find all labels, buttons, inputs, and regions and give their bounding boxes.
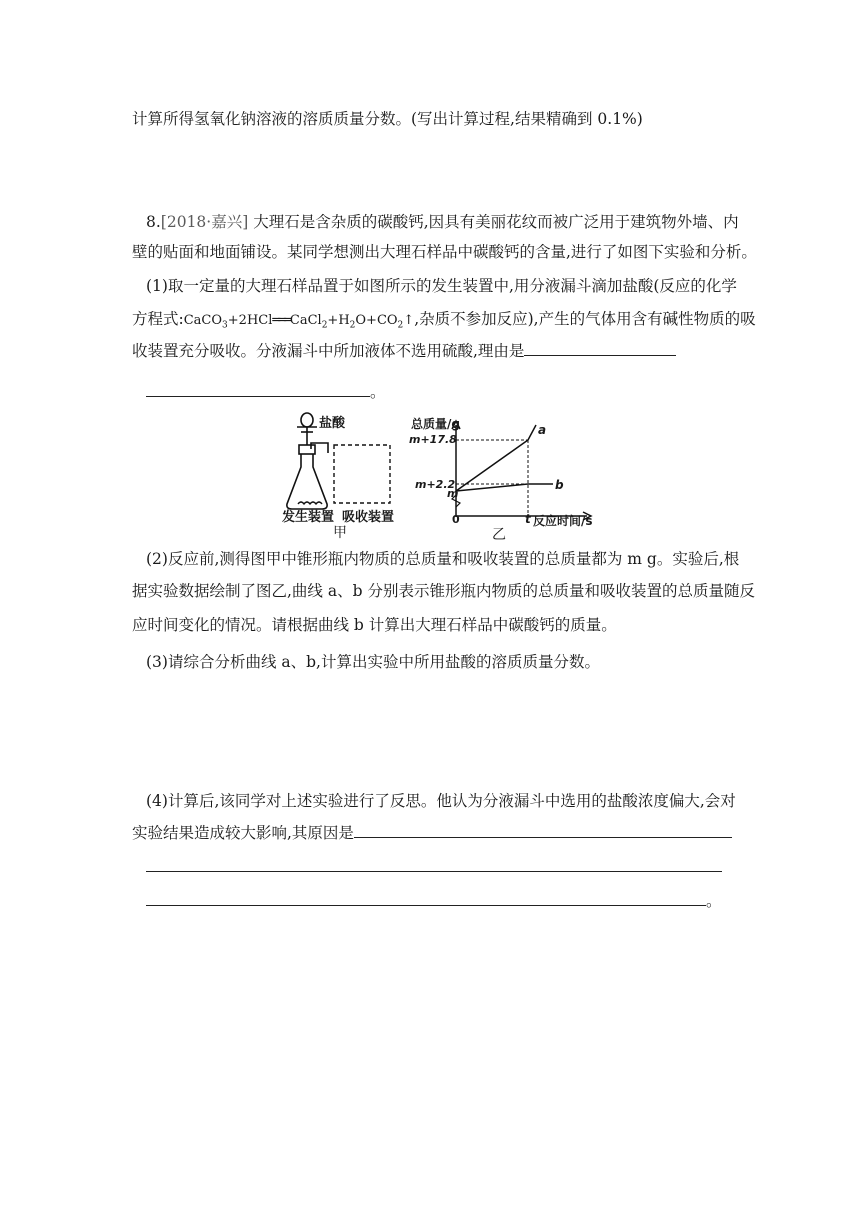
absorption-box <box>334 445 390 503</box>
q8-p2-line1: (2)反应前,测得图甲中锥形瓶内物质的总质量和吸收装置的总质量都为 m g。实验后,根 <box>146 550 740 568</box>
q8-p1-line3-text: 收装置充分吸收。分液漏斗中所加液体不选用硫酸,理由是 <box>132 342 525 360</box>
tick-y-high: m+17.8 <box>409 433 457 446</box>
acid-label: 盐酸 <box>319 416 346 431</box>
q8-p1-line2-post: ,杂质不参加反应),产生的气体用含有碱性物质的吸 <box>414 310 756 328</box>
absorber-label: 吸收装置 <box>342 510 395 525</box>
top-line-text: 计算所得氢氧化钠溶液的溶质质量分数。(写出计算过程,结果精确到 0.1%) <box>132 110 643 128</box>
q8-intro-line2: 壁的贴面和地面铺设。某同学想测出大理石样品中碳酸钙的含量,进行了如图下实验和分析。 <box>132 243 757 261</box>
separatory-funnel <box>297 413 317 445</box>
curve-b <box>456 484 553 491</box>
q8-intro-line1 <box>146 211 739 233</box>
y-axis-label: 总质量/g <box>411 417 460 431</box>
answer-blank-4b[interactable] <box>146 857 722 872</box>
curve-a-label: a <box>538 423 547 437</box>
q8-p4-line1: (4)计算后,该同学对上述实验进行了反思。他认为分液漏斗中选用的盐酸浓度偏大,会对 <box>146 792 736 810</box>
chemical-equation: $CaCO_3+2HCl═══CaCl_2+H_2O+CO_2↑$ <box>183 313 415 331</box>
q8-p2-line2: 据实验数据绘制了图乙,曲线 a、b 分别表示锥形瓶内物质的总质量和吸收装置的总质量随反 <box>132 582 755 600</box>
tick-y-low: m+2.2 <box>415 478 456 491</box>
curve-b-label: b <box>555 478 564 492</box>
q8-intro-text: 大理石是含杂质的碳酸钙,因具有美丽花纹而被广泛用于建筑物外墙、内 <box>253 213 739 231</box>
q8-p4-line4 <box>146 890 722 912</box>
answer-blank-4c[interactable] <box>146 891 706 906</box>
answer-blank-4a[interactable] <box>354 823 732 838</box>
q8-source: [2018·嘉兴] <box>160 213 249 231</box>
generator-label: 发生装置 <box>282 510 335 525</box>
q8-p1-end: 。 <box>370 383 386 401</box>
figure-yi-caption: 乙 <box>492 527 506 543</box>
q8-p1-line4 <box>146 381 386 403</box>
q8-p1-line3 <box>132 340 676 362</box>
conical-flask <box>287 445 327 509</box>
q8-p1-line2-pre: 方程式: <box>132 310 184 328</box>
q8-p1-line1: (1)取一定量的大理石样品置于如图所示的发生装置中,用分液漏斗滴加盐酸(反应的化学 <box>146 277 737 295</box>
q8-p4-line2-text: 实验结果造成较大影响,其原因是 <box>132 824 354 842</box>
q8-p4-line2 <box>132 822 732 844</box>
tick-x-t: t <box>525 512 531 526</box>
x-axis-label: 反应时间/s <box>533 514 593 528</box>
figure-jia-caption: 甲 <box>333 525 347 541</box>
curve-a <box>456 425 536 491</box>
answer-blank-1b[interactable] <box>146 382 370 397</box>
q8-p4-end: 。 <box>706 892 722 910</box>
q8-p2-line3: 应时间变化的情况。请根据曲线 b 计算出大理石样品中碳酸钙的质量。 <box>132 616 617 634</box>
q8-p3-line: (3)请综合分析曲线 a、b,计算出实验中所用盐酸的溶质质量分数。 <box>146 653 600 671</box>
q8-number: 8. <box>146 213 161 231</box>
q8-p1-line2 <box>132 308 756 337</box>
answer-blank-1a[interactable] <box>524 341 676 356</box>
tick-x-origin: 0 <box>452 513 460 526</box>
q8-p4-line3 <box>146 856 722 878</box>
tick-y-base: m <box>447 487 459 500</box>
